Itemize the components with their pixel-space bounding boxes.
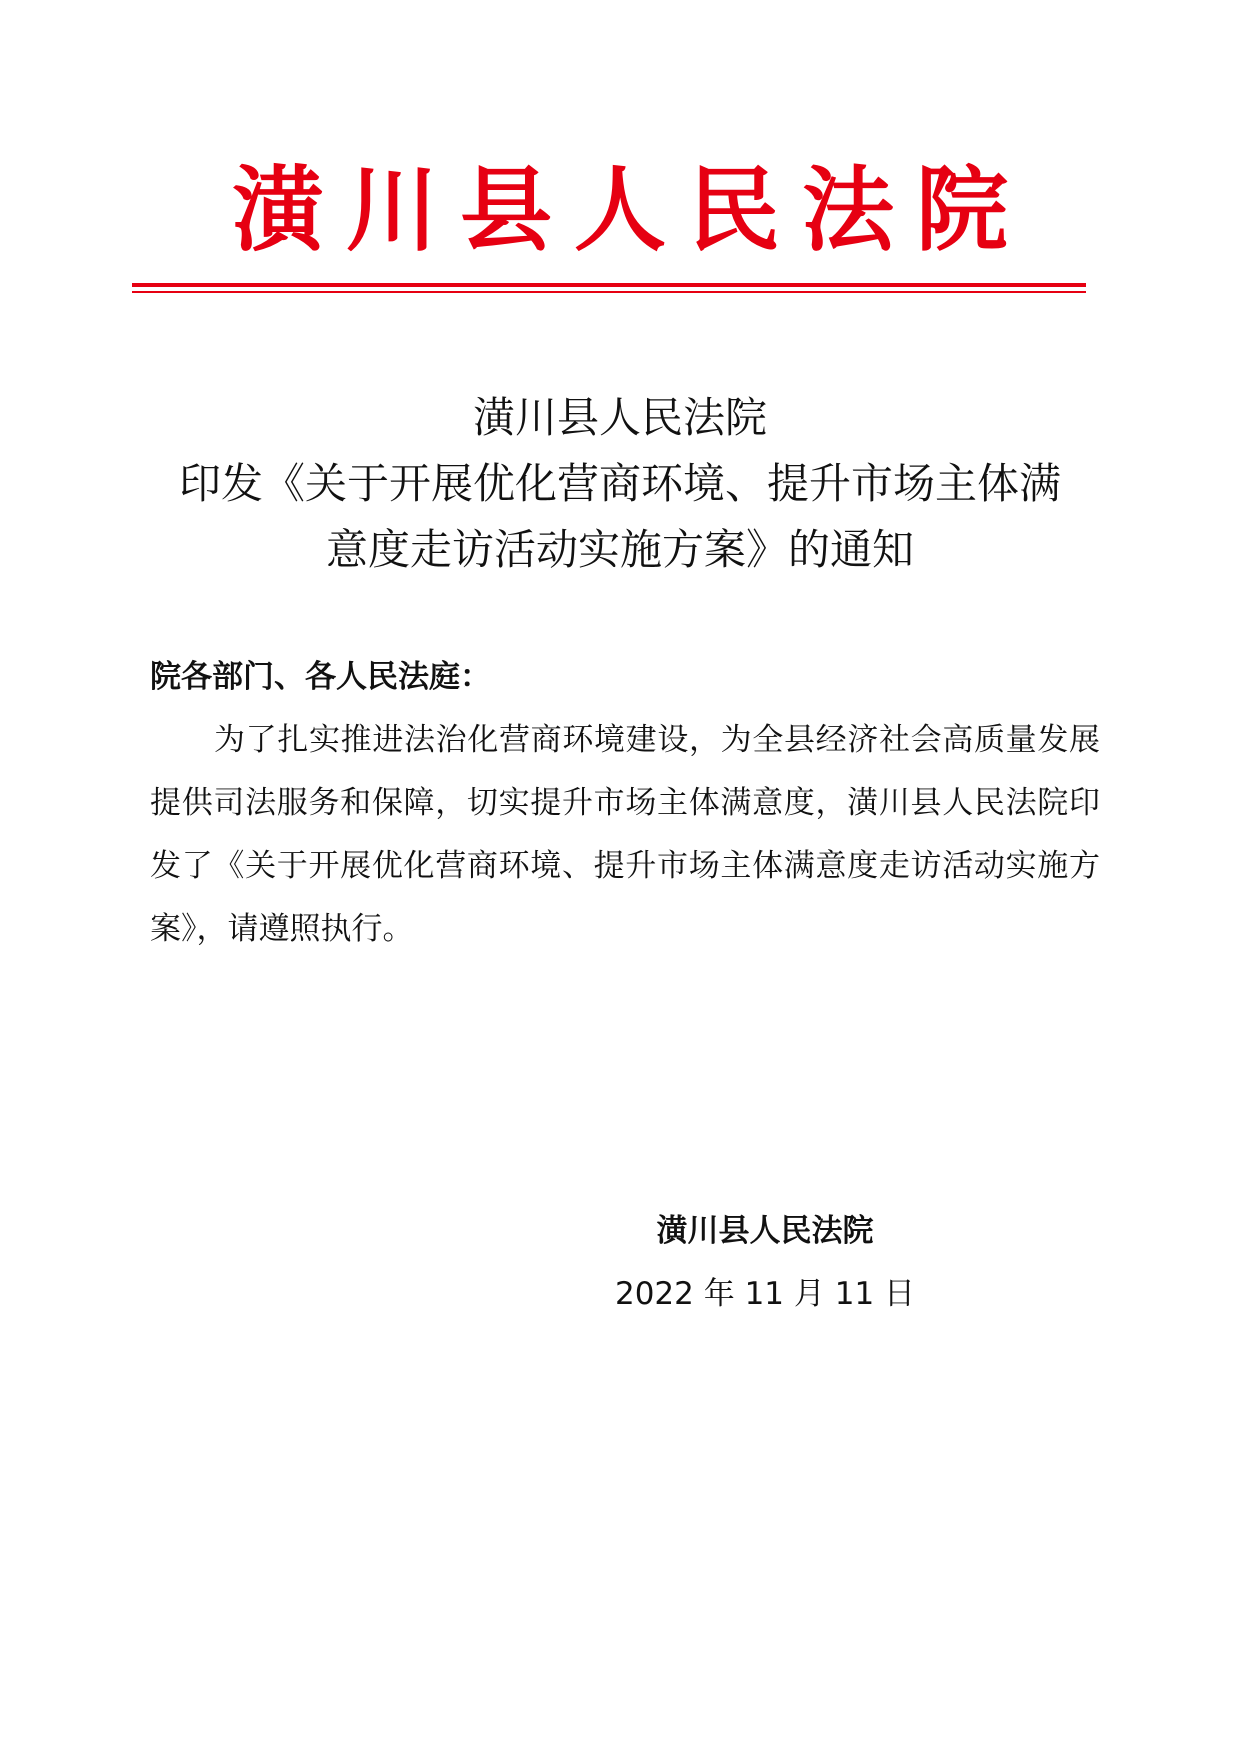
salutation: 院各部门、各人民法庭： (150, 659, 491, 695)
title-line-1: 潢川县人民法院 (472, 393, 767, 442)
signature-org: 潢川县人民法院 (656, 1213, 874, 1249)
document-title (130, 385, 1110, 583)
issuing-org-banner: 潢川县人民法院 (231, 156, 1030, 264)
title-line-2: 印发《关于开展优化营商环境、提升市场主体满 (178, 459, 1061, 508)
header-rule-thick (132, 283, 1086, 287)
signature-date: 2022 年 11 月 11 日 (614, 1276, 916, 1312)
document-header (0, 150, 1240, 270)
signature-block (600, 1200, 930, 1326)
body-paragraph: 为了扎实推进法治化营商环境建设，为全县经济社会高质量发展提供司法服务和保障，切实提升市场主体满意度，潢川县人民法院印发了《关于开展优化营商环境、提升市场主体满意度走访活动实施方案》，请遵照执行。 (150, 722, 1100, 947)
document-body (150, 646, 1100, 961)
title-line-3: 意度走访活动实施方案》的通知 (325, 525, 914, 574)
header-rule-thin (132, 291, 1086, 293)
